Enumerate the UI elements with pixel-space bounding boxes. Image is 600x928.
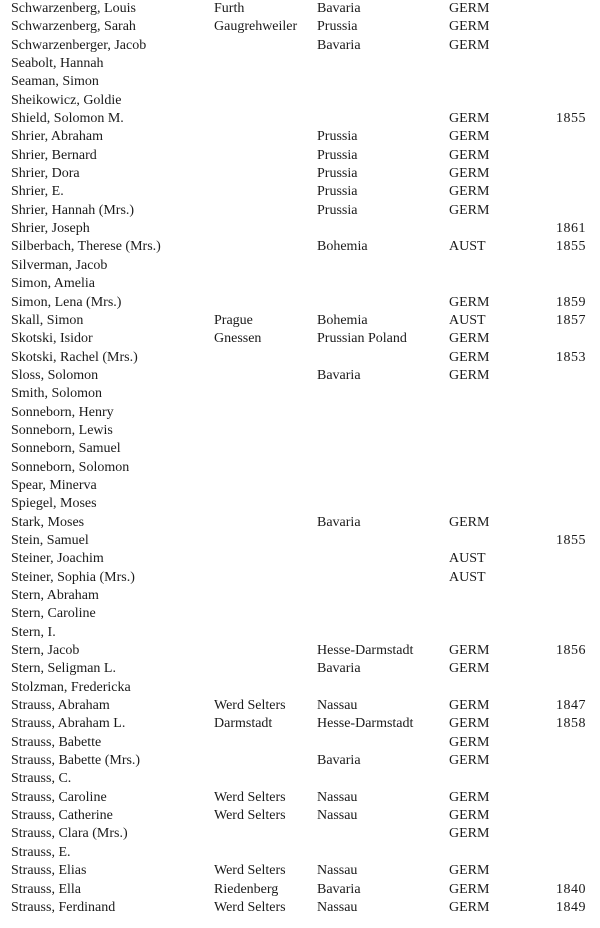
country-code: GERM xyxy=(449,826,490,842)
town-of-origin: Gnessen xyxy=(214,331,262,347)
person-name: Sheikowicz, Goldie xyxy=(11,92,122,108)
list-item xyxy=(0,330,600,348)
country-code: GERM xyxy=(449,661,490,677)
person-name: Sonneborn, Henry xyxy=(11,404,114,420)
list-item xyxy=(0,312,600,330)
person-name: Strauss, E. xyxy=(11,844,71,860)
town-of-origin: Werd Selters xyxy=(214,698,286,714)
person-name: Shrier, Hannah (Mrs.) xyxy=(11,202,135,218)
region-of-origin: Prussia xyxy=(317,19,358,35)
list-item xyxy=(0,514,600,532)
country-code: GERM xyxy=(449,147,490,163)
list-item xyxy=(0,825,600,843)
list-item xyxy=(0,862,600,880)
person-name: Silverman, Jacob xyxy=(11,257,108,273)
person-name: Strauss, Elias xyxy=(11,863,87,879)
region-of-origin: Prussia xyxy=(317,184,358,200)
person-name: Schwarzenberger, Jacob xyxy=(11,37,147,53)
person-name: Stern, I. xyxy=(11,624,56,640)
list-item xyxy=(0,679,600,697)
region-of-origin: Bavaria xyxy=(317,367,361,383)
region-of-origin: Nassau xyxy=(317,789,358,805)
person-name: Skall, Simon xyxy=(11,312,84,328)
town-of-origin: Prague xyxy=(214,312,253,328)
list-item xyxy=(0,128,600,146)
list-item xyxy=(0,73,600,91)
person-name: Smith, Solomon xyxy=(11,386,103,402)
list-item xyxy=(0,624,600,642)
country-code: GERM xyxy=(449,294,490,310)
year: 1859 xyxy=(556,294,586,310)
person-name: Skotski, Rachel (Mrs.) xyxy=(11,349,138,365)
list-item xyxy=(0,881,600,899)
person-name: Steiner, Sophia (Mrs.) xyxy=(11,569,135,585)
year: 1840 xyxy=(556,881,586,897)
list-item xyxy=(0,385,600,403)
region-of-origin: Bohemia xyxy=(317,312,368,328)
region-of-origin: Bavaria xyxy=(317,661,361,677)
list-item xyxy=(0,18,600,36)
country-code: GERM xyxy=(449,111,490,127)
town-of-origin: Furth xyxy=(214,1,245,16)
person-name: Strauss, C. xyxy=(11,771,72,787)
country-code: GERM xyxy=(449,166,490,182)
country-code: AUST xyxy=(449,551,486,567)
person-name: Skotski, Isidor xyxy=(11,331,93,347)
list-item xyxy=(0,605,600,623)
year: 1853 xyxy=(556,349,586,365)
person-name: Strauss, Clara (Mrs.) xyxy=(11,826,128,842)
list-item xyxy=(0,459,600,477)
list-item xyxy=(0,477,600,495)
list-item xyxy=(0,569,600,587)
town-of-origin: Riedenberg xyxy=(214,881,279,897)
country-code: GERM xyxy=(449,514,490,530)
list-item xyxy=(0,110,600,128)
country-code: GERM xyxy=(449,863,490,879)
country-code: GERM xyxy=(449,129,490,145)
country-code: GERM xyxy=(449,37,490,53)
year: 1857 xyxy=(556,312,586,328)
list-item xyxy=(0,642,600,660)
person-name: Shrier, Joseph xyxy=(11,221,90,237)
region-of-origin: Prussian Poland xyxy=(317,331,407,347)
person-name: Steiner, Joachim xyxy=(11,551,104,567)
country-code: GERM xyxy=(449,734,490,750)
person-name: Strauss, Catherine xyxy=(11,808,113,824)
person-name: Spiegel, Moses xyxy=(11,496,97,512)
list-item xyxy=(0,734,600,752)
person-name: Spear, Minerva xyxy=(11,477,97,493)
list-item xyxy=(0,807,600,825)
list-item xyxy=(0,92,600,110)
person-name: Sonneborn, Lewis xyxy=(11,422,113,438)
list-item xyxy=(0,0,600,18)
country-code: AUST xyxy=(449,312,486,328)
list-item xyxy=(0,899,600,917)
region-of-origin: Prussia xyxy=(317,202,358,218)
region-of-origin: Nassau xyxy=(317,808,358,824)
person-name: Sonneborn, Samuel xyxy=(11,441,121,457)
person-name: Stern, Jacob xyxy=(11,643,80,659)
list-item xyxy=(0,220,600,238)
region-of-origin: Bavaria xyxy=(317,1,361,16)
town-of-origin: Werd Selters xyxy=(214,899,286,915)
person-name: Strauss, Abraham xyxy=(11,698,110,714)
list-item xyxy=(0,495,600,513)
person-name: Stein, Samuel xyxy=(11,532,89,548)
year: 1847 xyxy=(556,698,586,714)
year: 1855 xyxy=(556,111,586,127)
year: 1856 xyxy=(556,643,586,659)
region-of-origin: Bavaria xyxy=(317,37,361,53)
region-of-origin: Nassau xyxy=(317,698,358,714)
town-of-origin: Werd Selters xyxy=(214,863,286,879)
year: 1858 xyxy=(556,716,586,732)
person-name: Stern, Abraham xyxy=(11,588,99,603)
list-item xyxy=(0,715,600,733)
person-name: Strauss, Caroline xyxy=(11,789,107,805)
country-code: AUST xyxy=(449,239,486,255)
person-name: Silberbach, Therese (Mrs.) xyxy=(11,239,161,255)
country-code: GERM xyxy=(449,184,490,200)
person-name: Sloss, Solomon xyxy=(11,367,99,383)
person-name: Seaman, Simon xyxy=(11,74,99,90)
region-of-origin: Hesse-Darmstadt xyxy=(317,716,414,732)
list-item xyxy=(0,532,600,550)
person-name: Seabolt, Hannah xyxy=(11,56,104,72)
list-item xyxy=(0,147,600,165)
person-name: Shrier, E. xyxy=(11,184,64,200)
year: 1861 xyxy=(556,221,586,237)
person-name: Shrier, Abraham xyxy=(11,129,103,145)
year: 1849 xyxy=(556,899,586,915)
person-name: Stern, Caroline xyxy=(11,606,96,622)
person-name: Strauss, Babette xyxy=(11,734,102,750)
region-of-origin: Prussia xyxy=(317,147,358,163)
country-code: GERM xyxy=(449,698,490,714)
person-name: Strauss, Ferdinand xyxy=(11,899,116,915)
person-name: Schwarzenberg, Sarah xyxy=(11,19,136,35)
country-code: GERM xyxy=(449,367,490,383)
country-code: GERM xyxy=(449,899,490,915)
region-of-origin: Bavaria xyxy=(317,753,361,769)
list-item xyxy=(0,367,600,385)
list-item xyxy=(0,752,600,770)
list-item xyxy=(0,294,600,312)
region-of-origin: Nassau xyxy=(317,899,358,915)
region-of-origin: Bavaria xyxy=(317,881,361,897)
person-name: Strauss, Ella xyxy=(11,881,81,897)
person-name: Stern, Seligman L. xyxy=(11,661,116,677)
country-code: GERM xyxy=(449,881,490,897)
country-code: GERM xyxy=(449,753,490,769)
year: 1855 xyxy=(556,532,586,548)
list-item xyxy=(0,770,600,788)
person-name: Shrier, Dora xyxy=(11,166,80,182)
list-item xyxy=(0,844,600,862)
person-name: Simon, Amelia xyxy=(11,276,95,292)
country-code: GERM xyxy=(449,349,490,365)
country-code: GERM xyxy=(449,789,490,805)
region-of-origin: Bohemia xyxy=(317,239,368,255)
country-code: AUST xyxy=(449,569,486,585)
list-item xyxy=(0,183,600,201)
person-name: Simon, Lena (Mrs.) xyxy=(11,294,122,310)
person-name: Stark, Moses xyxy=(11,514,85,530)
list-item xyxy=(0,349,600,367)
person-name: Shield, Solomon M. xyxy=(11,111,124,127)
person-name: Stolzman, Fredericka xyxy=(11,679,131,695)
person-name: Schwarzenberg, Louis xyxy=(11,1,136,16)
town-of-origin: Werd Selters xyxy=(214,808,286,824)
list-item xyxy=(0,165,600,183)
year: 1855 xyxy=(556,239,586,255)
list-item xyxy=(0,697,600,715)
list-item xyxy=(0,275,600,293)
country-code: GERM xyxy=(449,331,490,347)
town-of-origin: Gaugrehweiler xyxy=(214,19,298,35)
list-item xyxy=(0,202,600,220)
region-of-origin: Nassau xyxy=(317,863,358,879)
list-item xyxy=(0,550,600,568)
town-of-origin: Werd Selters xyxy=(214,789,286,805)
town-of-origin: Darmstadt xyxy=(214,716,273,732)
list-item xyxy=(0,238,600,256)
country-code: GERM xyxy=(449,716,490,732)
list-item xyxy=(0,257,600,275)
person-name: Strauss, Babette (Mrs.) xyxy=(11,753,141,769)
country-code: GERM xyxy=(449,19,490,35)
country-code: GERM xyxy=(449,808,490,824)
person-name: Sonneborn, Solomon xyxy=(11,459,130,475)
region-of-origin: Bavaria xyxy=(317,514,361,530)
region-of-origin: Prussia xyxy=(317,129,358,145)
list-item xyxy=(0,55,600,73)
person-name: Shrier, Bernard xyxy=(11,147,97,163)
list-item xyxy=(0,404,600,422)
list-item xyxy=(0,440,600,458)
list-item xyxy=(0,789,600,807)
list-item xyxy=(0,660,600,678)
list-item xyxy=(0,422,600,440)
list-item xyxy=(0,587,600,605)
list-item xyxy=(0,37,600,55)
country-code: GERM xyxy=(449,202,490,218)
region-of-origin: Hesse-Darmstadt xyxy=(317,643,414,659)
region-of-origin: Prussia xyxy=(317,166,358,182)
person-name: Strauss, Abraham L. xyxy=(11,716,126,732)
country-code: GERM xyxy=(449,643,490,659)
country-code: GERM xyxy=(449,1,490,16)
